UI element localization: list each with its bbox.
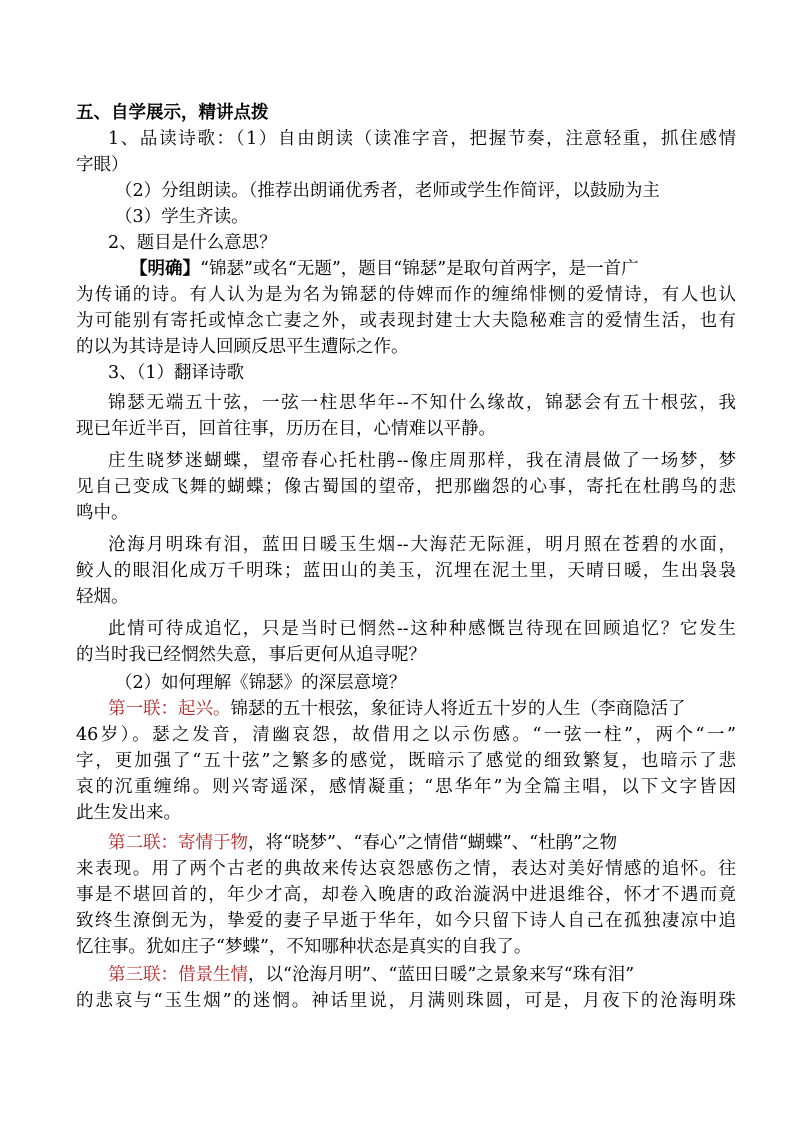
lian2-line-4: 致终生潦倒无为，挚爱的妻子早逝于华年，如今只留下诗人自己在孤独凄凉中追 xyxy=(76,911,736,931)
lian3-line-1-text: ，以“沧海月明”、“蓝田日暖”之景象来写“珠有泪” xyxy=(248,965,635,985)
lian2-line-1-text: ，将“晓梦”、“春心”之情借“蝴蝶”、“杜鹃”之物 xyxy=(248,833,618,853)
lian3-label: 第三联：借景生情 xyxy=(108,965,248,985)
s3-question-2: （2）如何理解《锦瑟》的深层意境？ xyxy=(115,673,407,693)
lian1-line-3: 字，更加强了“五十弦”之繁多的感觉，既暗示了感觉的细致繁复，也暗示了悲 xyxy=(76,751,736,771)
p2-line-1: 庄生晓梦迷蝴蝶，望帝春心托杜鹃--像庄周那样，我在清晨做了一场梦，梦 xyxy=(108,451,736,471)
lian1-line-1 xyxy=(108,696,768,722)
section-heading: 五、自学展示，精讲点拨 xyxy=(76,103,269,123)
p4-line-1: 此情可待成追忆，只是当时已惘然--这种种感慨岂待现在回顾追忆？它发生 xyxy=(108,619,736,639)
lian2-label: 第二联：寄情于物 xyxy=(108,833,248,853)
s1-line-1: 1、品读诗歌：（1）自由朗读（读准字音，把握节奏，注意轻重，抓住感情 xyxy=(108,129,736,149)
lian1-line-2: 46岁）。瑟之发音，清幽哀怨，故借用之以示伤感。“一弦一柱”，两个“一” xyxy=(76,725,736,745)
s2-line-1-text: “锦瑟”或名“无题”，题目“锦瑟”是取句首两字，是一首广 xyxy=(200,259,639,279)
lian2-line-5: 忆往事。犹如庄子“梦蝶”，不知哪种状态是真实的自我了。 xyxy=(76,937,532,957)
lian2-line-2: 来表现。用了两个古老的典故来传达哀怨感伤之情，表达对美好情感的追怀。往 xyxy=(76,859,736,879)
s2-line-3: 为可能别有寄托或悼念亡妻之外，或表现封建士大夫隐秘难言的爱情生活，也有 xyxy=(76,311,736,331)
s1-line-2: 字眼） xyxy=(76,155,129,175)
s1-line-3: （2）分组朗读。（推荐出朗诵优秀者，老师或学生作简评，以鼓励为主 xyxy=(115,181,660,201)
s2-title: 2、题目是什么意思？ xyxy=(108,233,277,253)
lian1-line-1-text: 锦瑟的五十根弦，象征诗人将近五十岁的人生（李商隐活了 xyxy=(230,699,686,719)
p4-line-2: 的当时我已经惘然失意，事后更何从追寻呢？ xyxy=(76,645,426,665)
s2-line-2: 为传诵的诗。有人认为是为名为锦瑟的侍婢而作的缠绵悱恻的爱情诗，有人也认 xyxy=(76,285,736,305)
p2-line-3: 鸣中。 xyxy=(76,503,129,523)
lian3-line-2: 的悲哀与“玉生烟”的迷惘。神话里说，月满则珠圆，可是，月夜下的沧海明珠 xyxy=(76,991,736,1011)
p3-line-3: 轻烟。 xyxy=(76,587,129,607)
s2-line-4: 的以为其诗是诗人回顾反思平生遭际之作。 xyxy=(76,337,409,357)
lian2-line-3: 事是不堪回首的，年少才高，却卷入晚唐的政治漩涡中进退维谷，怀才不遇而竟 xyxy=(76,885,736,905)
p1-line-2: 现已年近半百，回首往事，历历在目，心情难以平静。 xyxy=(76,419,496,439)
p3-line-1: 沧海月明珠有泪，蓝田日暖玉生烟--大海茫无际涯，明月照在苍碧的水面， xyxy=(108,535,736,555)
lian1-line-5: 此生发出来。 xyxy=(76,803,181,823)
p1-line-1: 锦瑟无端五十弦，一弦一柱思华年--不知什么缘故，锦瑟会有五十根弦，我 xyxy=(108,393,736,413)
mingque-label: 【明确】 xyxy=(130,259,200,279)
s2-line-1 xyxy=(130,256,790,282)
lian3-line-1 xyxy=(108,962,768,988)
lian1-line-4: 哀的沉重缠绵。则兴寄遥深，感情凝重；“思华年”为全篇主唱，以下文字皆因 xyxy=(76,777,736,797)
p3-line-2: 鲛人的眼泪化成万千明珠；蓝田山的美玉，沉埋在泥土里，天晴日暖，生出袅袅 xyxy=(76,561,736,581)
s3-title: 3、（1）翻译诗歌 xyxy=(108,363,245,383)
s1-line-4: （3）学生齐读。 xyxy=(115,207,249,227)
lian1-label: 第一联：起兴。 xyxy=(108,699,231,719)
lian2-line-1 xyxy=(108,830,768,856)
p2-line-2: 见自己变成飞舞的蝴蝶；像古蜀国的望帝，把那幽怨的心事，寄托在杜鹃鸟的悲 xyxy=(76,477,736,497)
